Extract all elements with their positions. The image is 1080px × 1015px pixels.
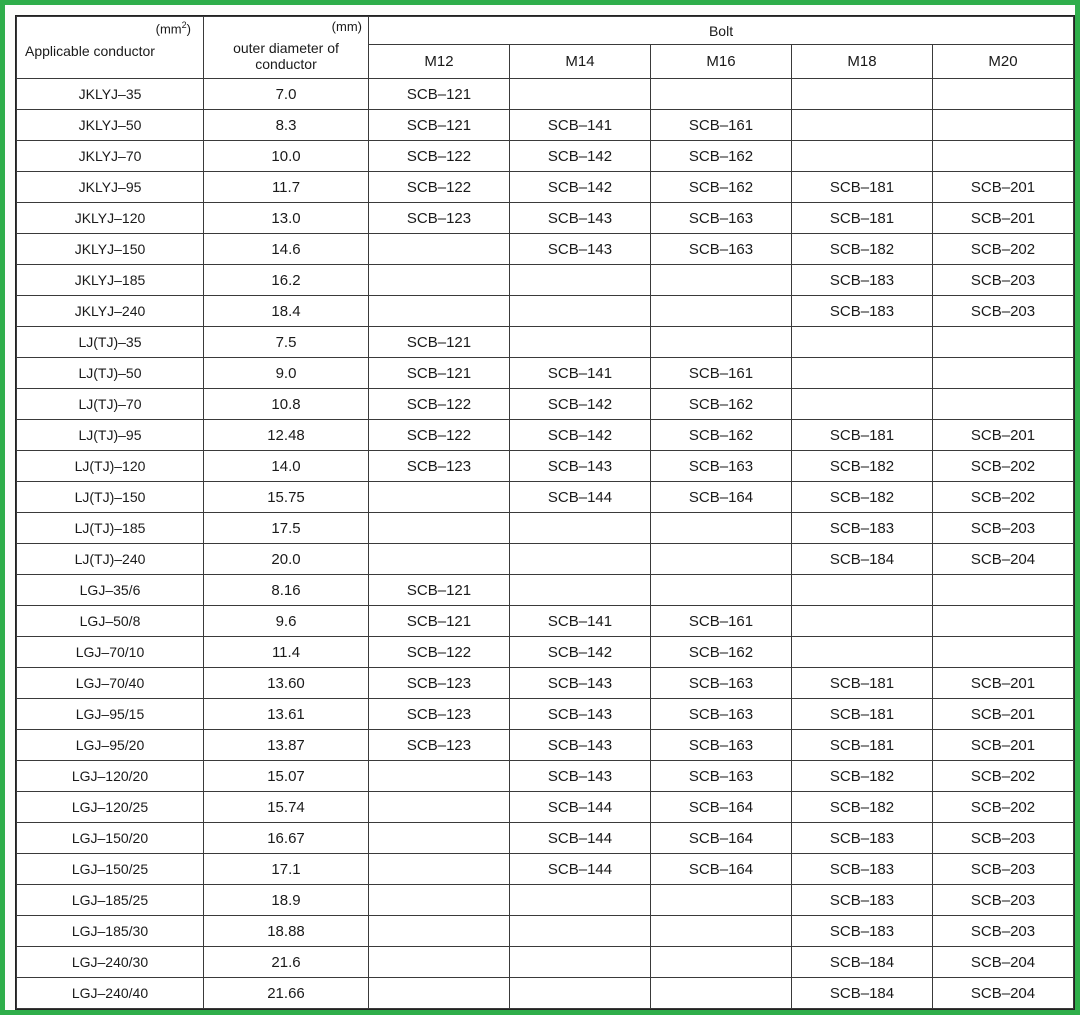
cell-m12: SCB–121 [369, 358, 510, 389]
cell-od: 16.2 [204, 265, 369, 296]
table-row [17, 234, 1074, 265]
cell-m14: SCB–142 [510, 141, 651, 172]
cell-m16: SCB–164 [651, 482, 792, 513]
cell-m20 [933, 358, 1074, 389]
cell-m20: SCB–203 [933, 513, 1074, 544]
cell-od: 18.9 [204, 885, 369, 916]
cell-m14: SCB–142 [510, 389, 651, 420]
cell-m12: SCB–121 [369, 606, 510, 637]
cell-m14: SCB–142 [510, 420, 651, 451]
cell-m14 [510, 296, 651, 327]
cell-od: 15.74 [204, 792, 369, 823]
cell-od: 18.88 [204, 916, 369, 947]
cell-m18: SCB–182 [792, 451, 933, 482]
table-row [17, 110, 1074, 141]
cell-od: 13.87 [204, 730, 369, 761]
table-row [17, 203, 1074, 234]
table-row [17, 327, 1074, 358]
cell-m18: SCB–183 [792, 916, 933, 947]
cell-conductor: LGJ–150/25 [17, 854, 204, 885]
cell-m12 [369, 885, 510, 916]
cell-m14: SCB–143 [510, 234, 651, 265]
cell-m20: SCB–201 [933, 420, 1074, 451]
table-row [17, 513, 1074, 544]
cell-m12: SCB–122 [369, 637, 510, 668]
cell-m18 [792, 575, 933, 606]
cell-od: 8.16 [204, 575, 369, 606]
cell-m12 [369, 978, 510, 1009]
cell-m12: SCB–122 [369, 172, 510, 203]
cell-conductor: LJ(TJ)–240 [17, 544, 204, 575]
cell-od: 8.3 [204, 110, 369, 141]
cell-m20: SCB–204 [933, 947, 1074, 978]
cell-m14 [510, 916, 651, 947]
table-row [17, 823, 1074, 854]
cell-m14: SCB–143 [510, 203, 651, 234]
cell-m20 [933, 110, 1074, 141]
cell-conductor: LGJ–35/6 [17, 575, 204, 606]
cell-m12: SCB–123 [369, 668, 510, 699]
cell-od: 13.60 [204, 668, 369, 699]
cell-m14 [510, 513, 651, 544]
table-row [17, 296, 1074, 327]
cell-conductor: LGJ–185/25 [17, 885, 204, 916]
table-row [17, 606, 1074, 637]
cell-m16: SCB–163 [651, 203, 792, 234]
cell-m12 [369, 761, 510, 792]
table-row [17, 916, 1074, 947]
cell-m14 [510, 265, 651, 296]
cell-m12 [369, 823, 510, 854]
cell-od: 10.8 [204, 389, 369, 420]
bolt-clamp-table [16, 16, 1074, 1009]
cell-conductor: LGJ–185/30 [17, 916, 204, 947]
cell-m20 [933, 141, 1074, 172]
cell-conductor: JKLYJ–150 [17, 234, 204, 265]
cell-m18: SCB–184 [792, 947, 933, 978]
cell-od: 17.1 [204, 854, 369, 885]
table-row [17, 358, 1074, 389]
cell-m16: SCB–164 [651, 823, 792, 854]
cell-m16: SCB–161 [651, 110, 792, 141]
cell-m20: SCB–202 [933, 792, 1074, 823]
table-row [17, 854, 1074, 885]
cell-m18 [792, 606, 933, 637]
cell-m18: SCB–181 [792, 668, 933, 699]
od-label: outer diameter of conductor [233, 39, 339, 72]
table-row [17, 730, 1074, 761]
cell-od: 13.0 [204, 203, 369, 234]
cell-m20: SCB–201 [933, 730, 1074, 761]
cell-m18: SCB–182 [792, 234, 933, 265]
cell-conductor: LGJ–240/40 [17, 978, 204, 1009]
cell-m12 [369, 513, 510, 544]
cell-m12 [369, 296, 510, 327]
cell-m16 [651, 916, 792, 947]
cell-m18: SCB–184 [792, 544, 933, 575]
cell-m18 [792, 79, 933, 110]
cell-od: 14.6 [204, 234, 369, 265]
od-unit: (mm) [331, 19, 362, 34]
cell-m18: SCB–181 [792, 699, 933, 730]
cell-conductor: LJ(TJ)–120 [17, 451, 204, 482]
cell-m12: SCB–121 [369, 110, 510, 141]
cell-m16 [651, 947, 792, 978]
header-m18: M18 [792, 45, 933, 79]
cell-m16: SCB–163 [651, 234, 792, 265]
cell-od: 20.0 [204, 544, 369, 575]
cell-conductor: LJ(TJ)–150 [17, 482, 204, 513]
cell-m16 [651, 265, 792, 296]
cell-m20: SCB–204 [933, 544, 1074, 575]
cell-conductor: LJ(TJ)–50 [17, 358, 204, 389]
cell-m14: SCB–141 [510, 358, 651, 389]
cell-m16: SCB–162 [651, 141, 792, 172]
cell-m14: SCB–142 [510, 172, 651, 203]
cell-m14: SCB–143 [510, 699, 651, 730]
cell-m20 [933, 637, 1074, 668]
cell-conductor: JKLYJ–120 [17, 203, 204, 234]
cell-m14: SCB–144 [510, 792, 651, 823]
cell-m16: SCB–164 [651, 792, 792, 823]
cell-m14: SCB–144 [510, 823, 651, 854]
cell-m16 [651, 885, 792, 916]
cell-m18: SCB–183 [792, 296, 933, 327]
header-m14: M14 [510, 45, 651, 79]
cell-od: 15.75 [204, 482, 369, 513]
cell-od: 14.0 [204, 451, 369, 482]
header-outer-diameter [204, 17, 369, 79]
cell-m16: SCB–162 [651, 172, 792, 203]
cell-m14 [510, 885, 651, 916]
cell-conductor: LGJ–240/30 [17, 947, 204, 978]
cell-m20: SCB–203 [933, 916, 1074, 947]
cell-m12: SCB–122 [369, 141, 510, 172]
cell-m18: SCB–183 [792, 265, 933, 296]
header-m20: M20 [933, 45, 1074, 79]
cell-m14: SCB–143 [510, 730, 651, 761]
cell-m14: SCB–144 [510, 482, 651, 513]
cell-m16 [651, 79, 792, 110]
cell-m20: SCB–203 [933, 854, 1074, 885]
cell-m18 [792, 327, 933, 358]
cell-od: 11.4 [204, 637, 369, 668]
cell-m16: SCB–161 [651, 606, 792, 637]
cell-m18: SCB–181 [792, 172, 933, 203]
cell-m12 [369, 234, 510, 265]
table-row [17, 978, 1074, 1009]
cell-m12 [369, 916, 510, 947]
cell-m18: SCB–183 [792, 885, 933, 916]
cell-m18: SCB–182 [792, 761, 933, 792]
table-body [17, 79, 1074, 1009]
cell-m18: SCB–183 [792, 854, 933, 885]
cell-conductor: LJ(TJ)–185 [17, 513, 204, 544]
cell-od: 21.66 [204, 978, 369, 1009]
table-row [17, 172, 1074, 203]
table-row [17, 947, 1074, 978]
cell-m14 [510, 978, 651, 1009]
cell-m16: SCB–162 [651, 637, 792, 668]
cell-m16 [651, 327, 792, 358]
cell-m14 [510, 79, 651, 110]
table-row [17, 761, 1074, 792]
table-row [17, 420, 1074, 451]
cell-conductor: JKLYJ–185 [17, 265, 204, 296]
cell-m20: SCB–202 [933, 761, 1074, 792]
cell-conductor: LGJ–70/40 [17, 668, 204, 699]
cell-od: 17.5 [204, 513, 369, 544]
cell-conductor: LGJ–50/8 [17, 606, 204, 637]
cell-m18: SCB–183 [792, 513, 933, 544]
cell-m20: SCB–201 [933, 699, 1074, 730]
cell-conductor: JKLYJ–240 [17, 296, 204, 327]
cell-m14: SCB–143 [510, 761, 651, 792]
cell-m20: SCB–203 [933, 885, 1074, 916]
cell-m12: SCB–123 [369, 699, 510, 730]
cell-m20: SCB–203 [933, 823, 1074, 854]
cell-od: 11.7 [204, 172, 369, 203]
cell-m16 [651, 978, 792, 1009]
cell-conductor: LGJ–120/20 [17, 761, 204, 792]
cell-m20: SCB–203 [933, 265, 1074, 296]
cell-conductor: JKLYJ–50 [17, 110, 204, 141]
cell-m18: SCB–184 [792, 978, 933, 1009]
cell-m12: SCB–122 [369, 389, 510, 420]
cell-m18: SCB–181 [792, 203, 933, 234]
cell-m14 [510, 575, 651, 606]
cell-m16: SCB–161 [651, 358, 792, 389]
cell-conductor: LGJ–120/25 [17, 792, 204, 823]
cell-m14: SCB–141 [510, 110, 651, 141]
cell-m16: SCB–162 [651, 389, 792, 420]
cell-m16: SCB–163 [651, 761, 792, 792]
cell-m18 [792, 110, 933, 141]
table-row [17, 637, 1074, 668]
cell-m12: SCB–123 [369, 203, 510, 234]
cell-conductor: JKLYJ–95 [17, 172, 204, 203]
header-applicable-conductor [17, 17, 204, 79]
cell-m12: SCB–122 [369, 420, 510, 451]
table-row [17, 141, 1074, 172]
cell-m18: SCB–182 [792, 792, 933, 823]
cell-m20 [933, 327, 1074, 358]
cell-m18 [792, 637, 933, 668]
table-row [17, 79, 1074, 110]
cell-conductor: LJ(TJ)–95 [17, 420, 204, 451]
cell-m16: SCB–164 [651, 854, 792, 885]
cell-m14 [510, 544, 651, 575]
table-container [15, 15, 1075, 1010]
cell-m18: SCB–181 [792, 730, 933, 761]
cell-m12: SCB–121 [369, 327, 510, 358]
cell-m12 [369, 544, 510, 575]
cell-m14 [510, 327, 651, 358]
cell-m12 [369, 265, 510, 296]
cell-m18: SCB–181 [792, 420, 933, 451]
cell-m16 [651, 575, 792, 606]
cell-m16: SCB–163 [651, 699, 792, 730]
cell-m16: SCB–163 [651, 451, 792, 482]
conductor-unit: $(mm^2)$ [155, 20, 191, 37]
cell-m14: SCB–143 [510, 668, 651, 699]
cell-m12 [369, 947, 510, 978]
cell-m20 [933, 389, 1074, 420]
cell-od: 7.5 [204, 327, 369, 358]
cell-od: 21.6 [204, 947, 369, 978]
table-row [17, 265, 1074, 296]
cell-m14 [510, 947, 651, 978]
table-row [17, 482, 1074, 513]
table-row [17, 544, 1074, 575]
cell-od: 15.07 [204, 761, 369, 792]
cell-m16: SCB–162 [651, 420, 792, 451]
cell-m12: SCB–121 [369, 79, 510, 110]
cell-od: 16.67 [204, 823, 369, 854]
cell-m14: SCB–144 [510, 854, 651, 885]
header-bolt: Bolt [369, 17, 1074, 45]
cell-m20: SCB–203 [933, 296, 1074, 327]
cell-conductor: LGJ–95/20 [17, 730, 204, 761]
cell-m20: SCB–201 [933, 172, 1074, 203]
cell-m20: SCB–202 [933, 451, 1074, 482]
cell-m20: SCB–201 [933, 203, 1074, 234]
conductor-label: Applicable conductor [25, 43, 155, 59]
cell-m12: SCB–121 [369, 575, 510, 606]
cell-m20: SCB–201 [933, 668, 1074, 699]
cell-od: 18.4 [204, 296, 369, 327]
cell-od: 13.61 [204, 699, 369, 730]
cell-od: 7.0 [204, 79, 369, 110]
cell-m16 [651, 513, 792, 544]
table-row [17, 699, 1074, 730]
cell-od: 9.6 [204, 606, 369, 637]
cell-m16: SCB–163 [651, 730, 792, 761]
cell-m18: SCB–183 [792, 823, 933, 854]
cell-m18 [792, 389, 933, 420]
table-row [17, 885, 1074, 916]
table-row [17, 389, 1074, 420]
cell-m20 [933, 606, 1074, 637]
cell-m20: SCB–202 [933, 234, 1074, 265]
cell-conductor: LGJ–150/20 [17, 823, 204, 854]
cell-conductor: LGJ–95/15 [17, 699, 204, 730]
cell-m18 [792, 358, 933, 389]
cell-m20: SCB–204 [933, 978, 1074, 1009]
cell-m12: SCB–123 [369, 730, 510, 761]
cell-m16: SCB–163 [651, 668, 792, 699]
cell-conductor: JKLYJ–70 [17, 141, 204, 172]
cell-m20: SCB–202 [933, 482, 1074, 513]
cell-m12: SCB–123 [369, 451, 510, 482]
cell-m16 [651, 296, 792, 327]
cell-conductor: JKLYJ–35 [17, 79, 204, 110]
table-row [17, 792, 1074, 823]
cell-m12 [369, 792, 510, 823]
header-m16: M16 [651, 45, 792, 79]
cell-m14: SCB–142 [510, 637, 651, 668]
cell-m12 [369, 482, 510, 513]
header-m12: M12 [369, 45, 510, 79]
cell-m20 [933, 575, 1074, 606]
cell-m20 [933, 79, 1074, 110]
cell-od: 12.48 [204, 420, 369, 451]
cell-m14: SCB–141 [510, 606, 651, 637]
cell-m14: SCB–143 [510, 451, 651, 482]
cell-m12 [369, 854, 510, 885]
cell-od: 9.0 [204, 358, 369, 389]
cell-conductor: LJ(TJ)–70 [17, 389, 204, 420]
cell-m16 [651, 544, 792, 575]
table-row [17, 668, 1074, 699]
table-row [17, 575, 1074, 606]
cell-conductor: LGJ–70/10 [17, 637, 204, 668]
cell-conductor: LJ(TJ)–35 [17, 327, 204, 358]
cell-od: 10.0 [204, 141, 369, 172]
table-row [17, 451, 1074, 482]
cell-m18: SCB–182 [792, 482, 933, 513]
cell-m18 [792, 141, 933, 172]
